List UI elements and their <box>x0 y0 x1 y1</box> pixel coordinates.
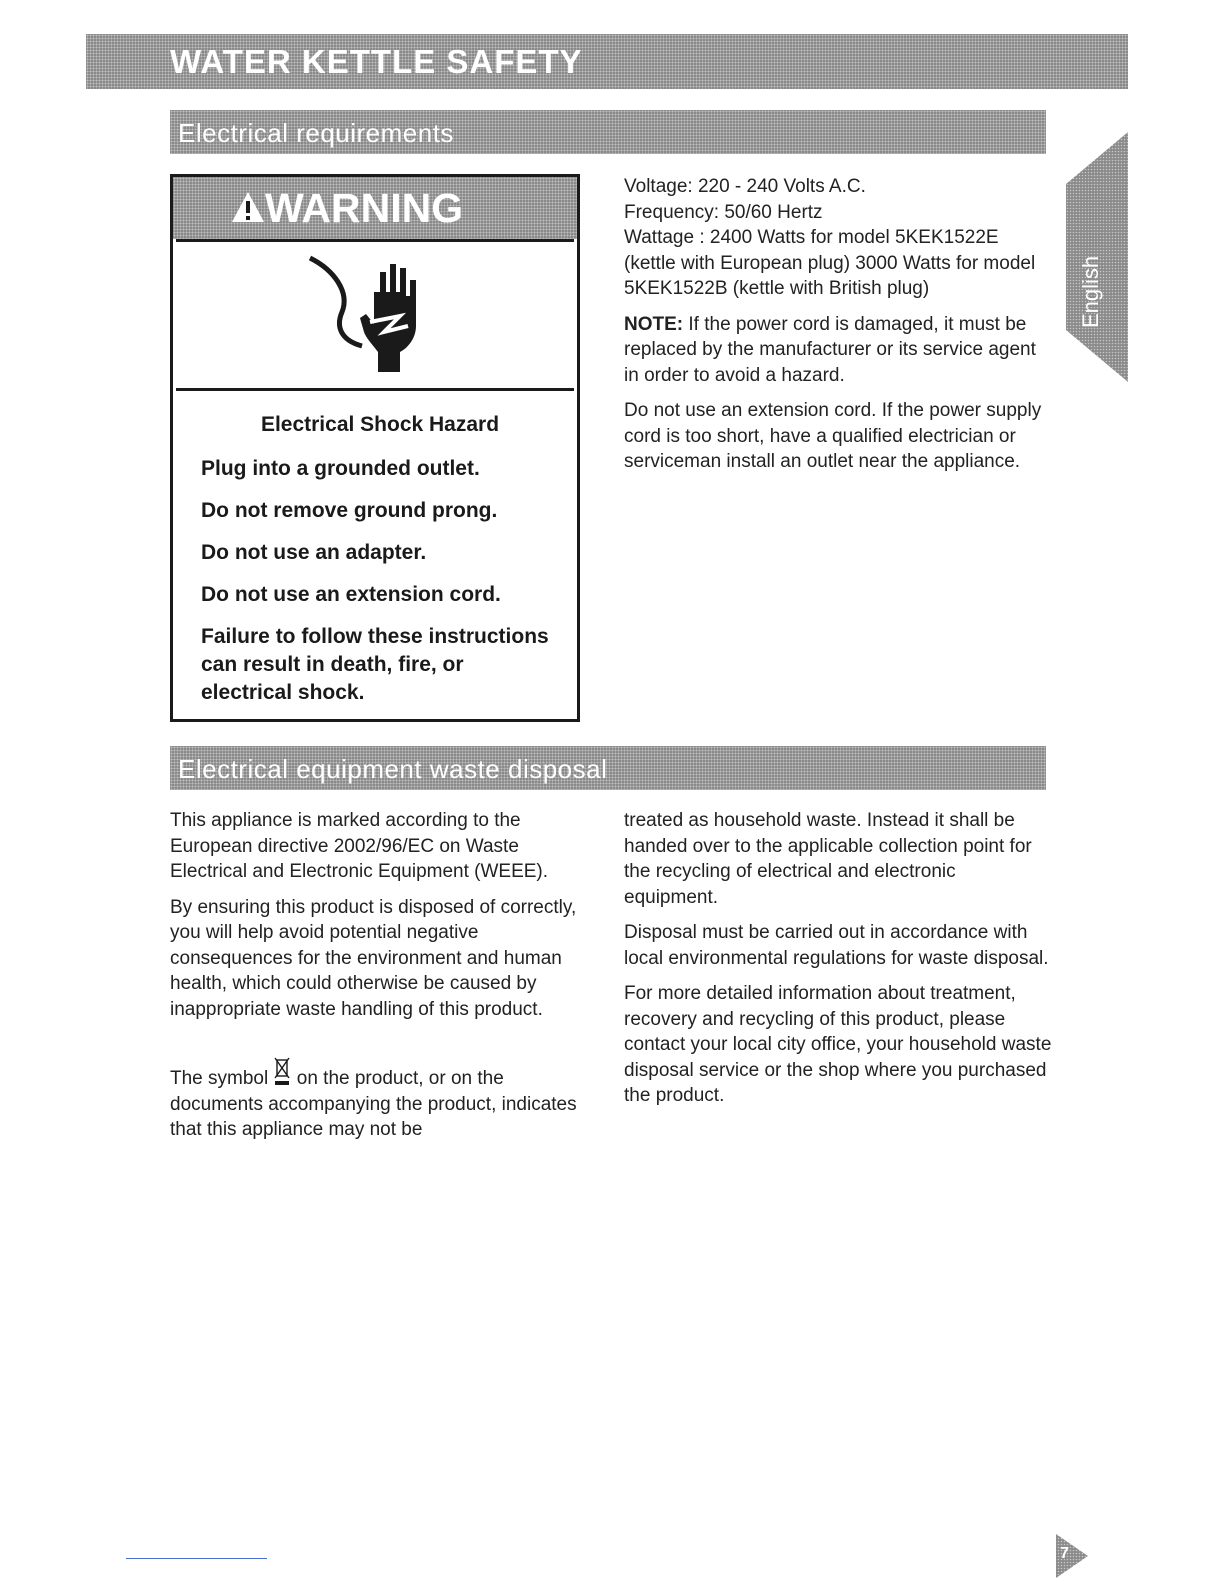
disposal-paragraph: For more detailed information about treatment, recovery and recycling of this product, please contact your local city office, your household waste disposal service or the shop where you purchased the product. <box>624 983 1052 1106</box>
wattage-spec: Wattage : 2400 Watts for model 5KEK1522E (kettle with European plug) 3000 Watts for model 5KEK1522B (kettle with British plug) <box>624 227 1036 299</box>
warning-line: Failure to follow these instructions can result in death, fire, or electrical shock. <box>201 625 549 704</box>
note-label: NOTE: <box>624 313 684 335</box>
warning-banner-text: WARNING <box>265 185 464 231</box>
warning-line: Do not use an adapter. <box>201 541 427 564</box>
section-heading-electrical-text: Electrical requirements <box>178 118 454 148</box>
shock-illustration <box>176 239 574 391</box>
electrical-specs <box>624 174 1052 485</box>
section-heading-disposal-text: Electrical equipment waste disposal <box>178 754 608 784</box>
warning-triangle-icon <box>231 191 265 223</box>
symbol-suffix: on the product, or on the documents accompanying the product, indicates that this appliance may not be <box>170 1068 577 1140</box>
warning-banner <box>173 177 577 239</box>
disposal-paragraph: This appliance is marked according to the European directive 2002/96/EC on Waste Electrical and Electronic Equipment (WEEE). <box>170 810 549 882</box>
electrical-shock-hand-icon <box>304 252 454 376</box>
section-heading-electrical <box>170 110 1046 154</box>
symbol-prefix: The symbol <box>170 1068 274 1089</box>
page-title-bar <box>86 34 1128 89</box>
footer-rule <box>126 1558 267 1559</box>
disposal-paragraph: treated as household waste. Instead it shall be handed over to the applicable collection point for the recycling of electrical and electronic equipment. <box>624 810 1032 908</box>
page-number: 7 <box>1060 1545 1069 1562</box>
page-title: WATER KETTLE SAFETY <box>170 43 583 80</box>
warning-line: Do not remove ground prong. <box>201 499 498 522</box>
disposal-paragraph: By ensuring this product is disposed of correctly, you will help avoid potential negative consequences for the environment and human health, which could otherwise be caused by inappropriate waste handling of this product. <box>170 896 577 1020</box>
warning-text <box>201 413 559 721</box>
section-heading-disposal <box>170 746 1046 790</box>
crossed-out-bin-icon <box>273 1056 291 1086</box>
note-paragraph <box>624 312 1052 389</box>
frequency-spec: Frequency: 50/60 Hertz <box>624 201 823 223</box>
disposal-paragraph: Disposal must be carried out in accordance with local environmental regulations for waste disposal. <box>624 922 1049 969</box>
disposal-left-column <box>170 808 594 1153</box>
symbol-paragraph <box>170 1056 594 1143</box>
warning-box <box>170 174 580 722</box>
language-tab-label: English <box>1078 255 1103 328</box>
page-number-marker <box>1054 1534 1090 1583</box>
hazard-title: Electrical Shock Hazard <box>260 413 500 436</box>
language-tab <box>1066 132 1128 387</box>
disposal-right-column <box>624 808 1054 1119</box>
warning-line: Plug into a grounded outlet. <box>201 457 480 480</box>
voltage-spec: Voltage: 220 - 240 Volts A.C. <box>624 176 866 197</box>
extension-cord-paragraph: Do not use an extension cord. If the power supply cord is too short, have a qualified electrician or serviceman install an outlet near the appliance. <box>624 400 1042 472</box>
note-text: If the power cord is damaged, it must be replaced by the manufacturer or its service agent in order to avoid a hazard. <box>624 313 1036 386</box>
warning-line: Do not use an extension cord. <box>201 583 501 606</box>
